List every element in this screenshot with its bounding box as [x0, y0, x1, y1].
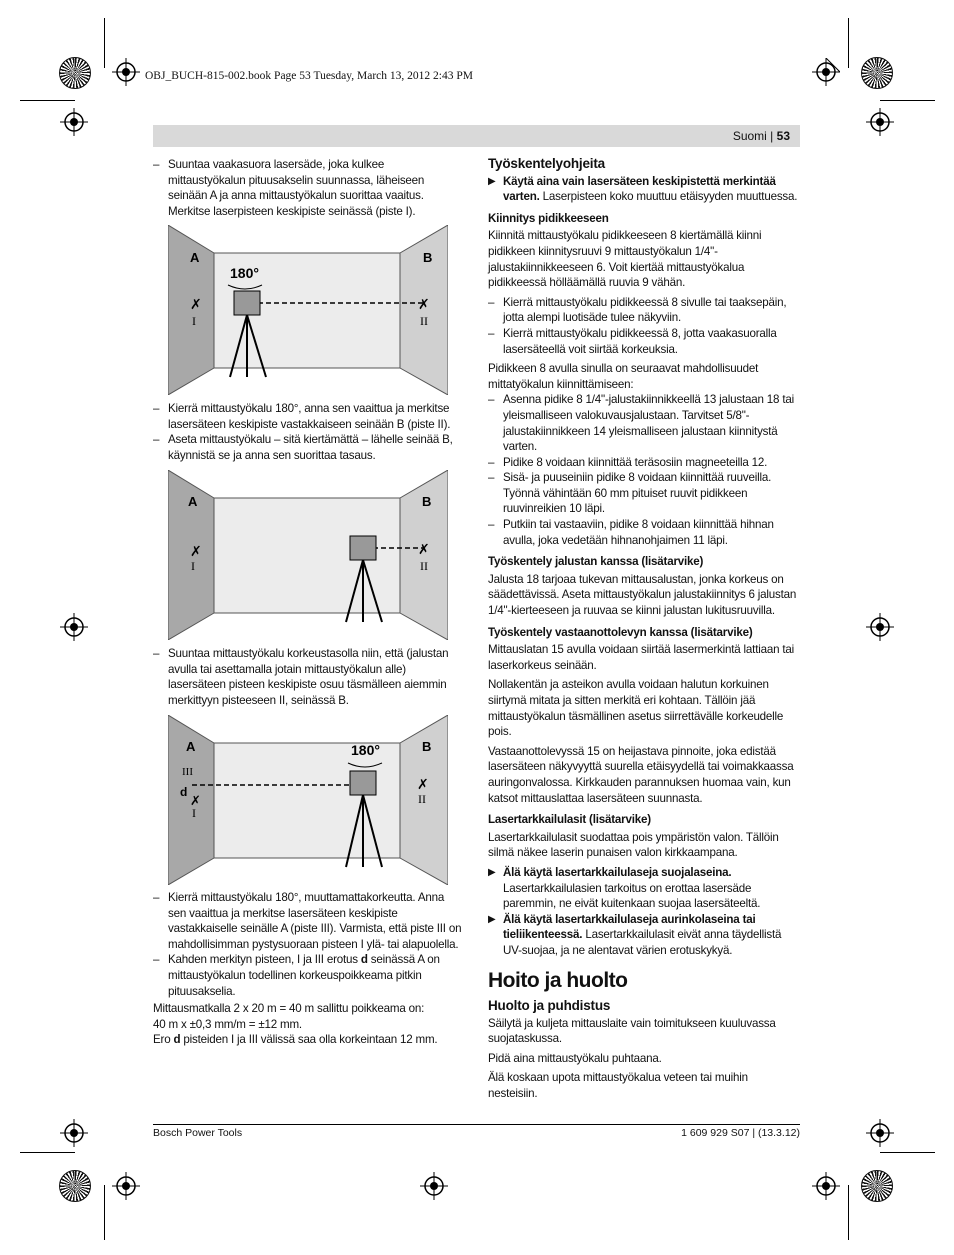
- subheading: Lasertarkkailulasit (lisätarvike): [488, 813, 651, 827]
- paragraph: Säilytä ja kuljeta mittauslaite vain toimitukseen kuuluvassa suojataskussa.: [488, 1016, 776, 1046]
- wall-b-label: B: [422, 494, 432, 509]
- right-column: [488, 156, 800, 1106]
- dash-marker: –: [153, 647, 160, 660]
- left-text-3: [153, 646, 463, 708]
- crop-mark: [880, 100, 935, 101]
- header-page-number: 53: [776, 129, 790, 143]
- dash-marker: –: [488, 471, 495, 485]
- crosshair-icon: [112, 58, 140, 86]
- step-text: Kahden merkityn pisteen, I ja III erotus: [168, 953, 361, 967]
- dash-marker: –: [488, 518, 495, 532]
- chapter-heading: Hoito ja huolto: [488, 968, 628, 992]
- footer-doc-number: 1 609 929 S07 | (13.3.12): [681, 1127, 800, 1139]
- warning-arrow-icon: ▶: [488, 175, 496, 187]
- step-text: seinässä A on mittaustyökalun todellinen korkeuspoikkeama pitkin pituusakselia.: [168, 953, 440, 998]
- warning-arrow-icon: ▶: [488, 866, 496, 878]
- tolerance-formula: 40 m x ±0,3 mm/m = ±12 mm.: [153, 1017, 302, 1031]
- section-heading: Työskentelyohjeita: [488, 156, 605, 171]
- list-item: Asenna pidike 8 1/4"-jalustakiinnikkeellä 13 jalustaan 18 tai yleismalliseen valokuvausjalustaan. Tarvitset 5/8"-jalustakiinnikkeen 14 yleismalliseen jalustaan kiinnitystä varten.: [503, 393, 794, 454]
- crosshair-icon: [866, 1119, 894, 1147]
- dash-marker: –: [153, 433, 160, 447]
- step-text: Suuntaa mittaustyökalu korkeustasolla niin, että (jalustan avulla tai asettamalla jotain mittaustyökalun alle) lasersäteen pisteen keskipiste osuu täsmälleen aiemmin merkittyyn pisteeseen II, seinässä B.: [168, 647, 449, 707]
- step-text: Kierrä mittaustyökalu 180°, anna sen vaaittua ja merkitse lasersäteen keskipiste vastakkaiseen seinään B (piste II).: [168, 402, 451, 431]
- variable-d: d: [360, 953, 368, 967]
- mark-x-icon: ✗: [190, 543, 202, 559]
- figure-3: [168, 715, 448, 885]
- crop-mark: [880, 1152, 935, 1153]
- dash-marker: –: [488, 455, 495, 469]
- left-text-4: [153, 890, 463, 1048]
- crosshair-icon: [420, 1172, 448, 1200]
- crop-mark: [20, 1152, 75, 1153]
- registration-rosette-icon: [59, 57, 91, 89]
- point-i-label: I: [192, 806, 196, 820]
- crop-mark: [104, 1185, 105, 1240]
- point-iii-label: III: [182, 766, 193, 778]
- footer-brand: Bosch Power Tools: [153, 1127, 243, 1139]
- registration-rosette-icon: [59, 1170, 91, 1202]
- paragraph: Mittauslatan 15 avulla voidaan siirtää lasermerkintä lattiaan tai laserkorkeus seinään.: [488, 643, 794, 672]
- crop-mark: [20, 100, 75, 101]
- wall-a-label: A: [188, 494, 198, 509]
- subheading: Työskentely jalustan kanssa (lisätarvike): [488, 555, 704, 569]
- crop-mark: [848, 18, 849, 68]
- warning-text: Lasertarkkailulasien tarkoitus on erottaa lasersäde paremmin, ne eivät kuitenkaan suojaa lasersäteeltä.: [503, 881, 761, 911]
- point-ii-label: II: [420, 559, 428, 573]
- warning-bold: Älä käytä lasertarkkailulaseja suojalaseina.: [503, 865, 732, 879]
- list-item: Pidike 8 voidaan kiinnittää teräsosiin magneeteilla 12.: [503, 455, 768, 469]
- header-separator: |: [770, 129, 774, 143]
- wall-a-label: A: [190, 250, 200, 265]
- crosshair-icon: [866, 613, 894, 641]
- rotation-angle-label: 180°: [351, 742, 380, 758]
- mark-x-icon: ✗: [418, 296, 430, 312]
- crosshair-icon: [866, 108, 894, 136]
- paragraph: Lasertarkkailulasit suodattaa pois ympäristön valon. Tällöin silmä näkee laserin punaisen valon kirkkaampana.: [488, 830, 779, 860]
- wall-b-label: B: [422, 739, 432, 754]
- dash-marker: –: [488, 393, 495, 407]
- subheading: Kiinnitys pidikkeeseen: [488, 211, 609, 225]
- warning-bold: Älä käytä lasertarkkailulaseja aurinkolaseina tai tieliikenteessä.: [503, 912, 756, 942]
- wall-b-label: B: [423, 250, 433, 265]
- paragraph: Älä koskaan upota mittaustyökalua veteen tai muihin nesteisiin.: [488, 1071, 748, 1101]
- figure-2: [168, 470, 448, 640]
- warning-bold: Käytä aina vain lasersäteen keskipistettä merkintää varten.: [503, 174, 776, 204]
- dash-marker: –: [153, 891, 160, 904]
- crosshair-icon: [812, 58, 840, 86]
- max-difference-text: Ero d pisteiden I ja III välissä saa olla korkeintaan 12 mm.: [153, 1033, 438, 1047]
- difference-d-label: d: [180, 785, 188, 799]
- registration-rosette-icon: [861, 57, 893, 89]
- dash-marker: –: [153, 402, 160, 415]
- rotation-angle-label: 180°: [230, 265, 259, 281]
- wall-a-label: A: [186, 739, 196, 754]
- registration-rosette-icon: [861, 1170, 893, 1202]
- left-text-2: [153, 401, 463, 463]
- list-item: Sisä- ja puuseiniin pidike 8 voidaan kiinnittää ruuveilla. Työnnä vähintään 60 mm pituiset ruuvit pidikkeen ruuvinreikien 10 läpi.: [503, 471, 772, 516]
- paragraph: Vastaanottolevyssä 15 on heijastava pinnoite, joka edistää lasersäteen näkyvyyttä suurella etäisyydellä tai voimakkaassa auringonvalossa. Kirkkauden parannuksen huomaa vain, kun katsot mittauslattaa lasersäteen suunnasta.: [488, 744, 794, 805]
- section-heading: Huolto ja puhdistus: [488, 998, 611, 1014]
- dash-marker: –: [153, 158, 160, 171]
- paragraph: Pidä aina mittaustyökalu puhtaana.: [488, 1051, 662, 1065]
- mark-x-icon: ✗: [418, 541, 430, 557]
- dash-marker: –: [153, 953, 160, 967]
- point-i-label: I: [192, 314, 196, 328]
- left-text-1: [153, 157, 463, 219]
- tolerance-text: Mittausmatkalla 2 x 20 m = 40 m sallittu poikkeama on:: [153, 1002, 425, 1016]
- list-item: Kierrä mittaustyökalu pidikkeessä 8 sivulle tai taaksepäin, jotta alempi luotisäde tulee näkyviin.: [503, 295, 787, 325]
- mark-x-icon: ✗: [190, 793, 201, 808]
- warning-text: Laserpisteen koko muuttuu etäisyyden muuttuessa.: [539, 190, 798, 204]
- point-ii-label: II: [420, 314, 428, 328]
- crosshair-icon: [60, 613, 88, 641]
- crosshair-icon: [60, 108, 88, 136]
- paragraph: Nollakentän ja asteikon avulla voidaan halutun korkuinen siirtymä mitata ja sitten merkitä eri kohtaan. Tällöin jää mittaustyökalun täsmällinen asetus siirrettävälle korkeudelle pois.: [488, 678, 784, 739]
- mark-x-icon: ✗: [190, 296, 202, 312]
- point-ii-label: II: [418, 792, 426, 806]
- warning-arrow-icon: ▶: [488, 913, 496, 925]
- paragraph: Pidikkeen 8 avulla sinulla on seuraavat mahdollisuudet mittatyökalun kiinnittämiseen:: [488, 362, 759, 391]
- list-item: Kierrä mittaustyökalu pidikkeessä 8, jotta vaakasuoralla lasersäteellä voit siirtää korkeuksia.: [503, 326, 777, 356]
- print-slug: OBJ_BUCH-815-002.book Page 53 Tuesday, March 13, 2012 2:43 PM: [145, 70, 473, 82]
- mark-x-icon: ✗: [417, 776, 429, 792]
- crosshair-icon: [60, 1119, 88, 1147]
- page-footer: [153, 1124, 800, 1139]
- figure-1: [168, 225, 448, 395]
- step-text: Aseta mittaustyökalu – sitä kiertämättä – lähelle seinää B, käynnistä se ja anna sen suorittaa tasaus.: [168, 433, 453, 462]
- paragraph: Jalusta 18 tarjoaa tukevan mittausalustan, jonka korkeus on säädettävissä. Aseta mittaustyökalun jalustakiinnitys 6 jalustan 1/4"-kierteeseen ja ruuvaa se kiinni jalustan lukitusruuvilla.: [488, 572, 797, 618]
- crop-mark: [104, 18, 105, 68]
- step-text: Suuntaa vaakasuora lasersäde, joka kulkee mittaustyökalun pituusakselin suunnassa, läheiseen seinään A ja anna mittaustyökalun suorittaa vaaitus. Merkitse laserpisteen keskipiste seinässä (piste I).: [168, 158, 425, 218]
- crop-mark: [848, 1185, 849, 1240]
- point-i-label: I: [191, 559, 195, 573]
- list-item: Putkiin tai vastaaviin, pidike 8 voidaan kiinnittää hihnan avulla, joka vedetään hihnanohjaimen 11 läpi.: [503, 518, 774, 547]
- header-language: Suomi: [732, 129, 767, 143]
- crosshair-icon: [812, 1172, 840, 1200]
- warning-text: Lasertarkkailulasit eivät anna täydellistä UV-suojaa, ja ne alentavat värien erotuskykyä.: [503, 928, 782, 957]
- dash-marker: –: [488, 326, 495, 340]
- step-text: Kierrä mittaustyökalu 180°, muuttamattakorkeutta. Anna sen vaaittua ja merkitse lasersäteen keskipiste vastakkaiselle seinälle A (piste III). Varmista, että piste III on mahdollisimman pystysuoraan pisteen I ylä- tai alapuolella.: [168, 891, 462, 951]
- page-header-bar: [153, 125, 800, 147]
- paragraph: Kiinnitä mittaustyökalu pidikkeeseen 8 kiertämällä kiinni pidikkeen kiinnitysruuvi 9 mittaustyökalun 1/4"-jalustakiinnikkeeseen 6. Voit kiertää mittaustyökalua pidikkeessä hölläämällä ruuvia 9 vähän.: [488, 229, 762, 290]
- subheading: Työskentely vastaanottolevyn kanssa (lisätarvike): [488, 625, 753, 639]
- crosshair-icon: [112, 1172, 140, 1200]
- dash-marker: –: [488, 295, 495, 309]
- page-number: [733, 129, 790, 143]
